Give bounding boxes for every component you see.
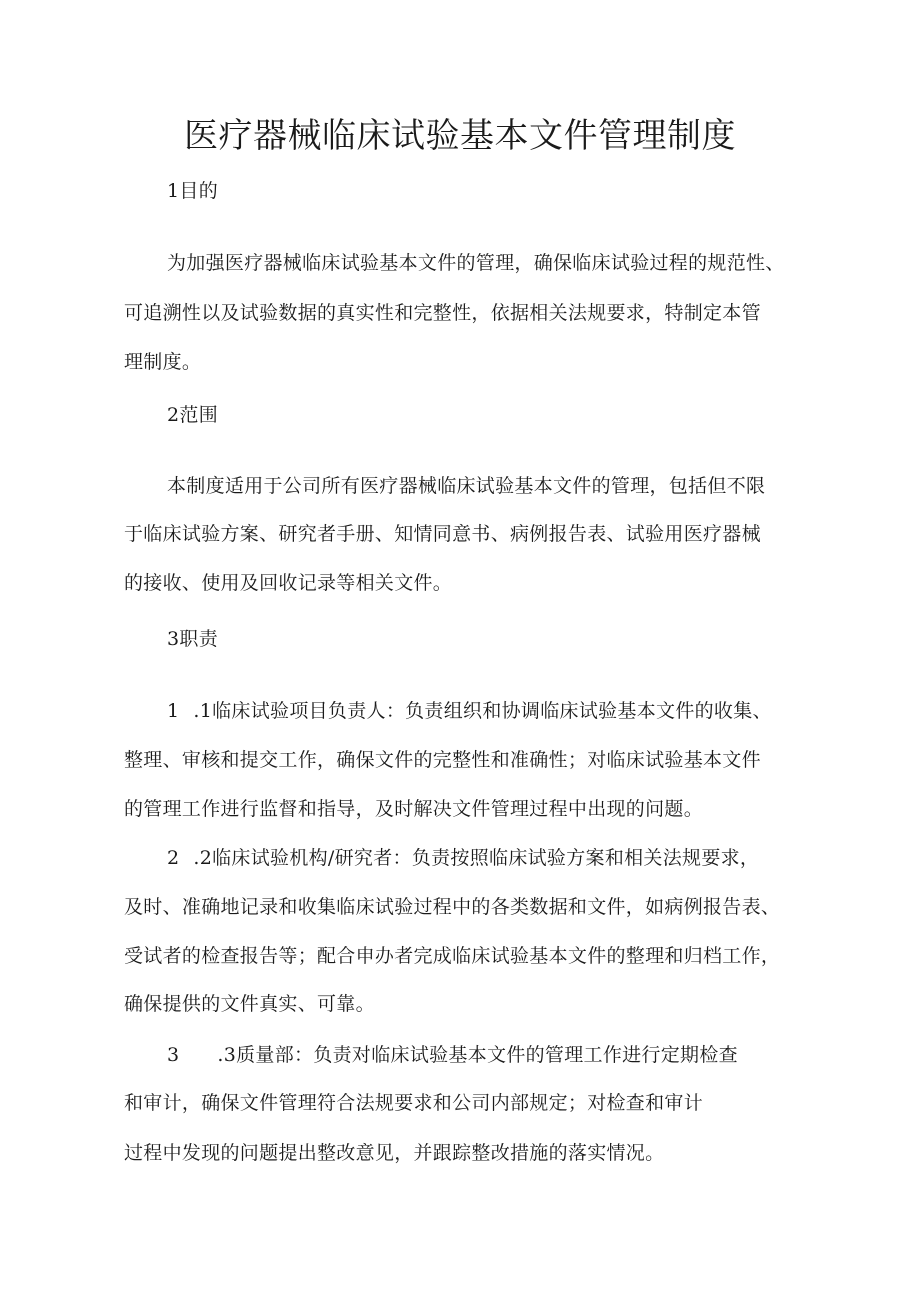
duty-item-3-label: .3质量部：负责对临床试验基本文件的管理工作进行定期检查: [217, 1044, 738, 1066]
section-heading-scope: 2范围: [167, 404, 218, 426]
duty-item-2-line-2: 及时、准确地记录和收集临床试验过程中的各类数据和文件，如病例报告表、: [124, 896, 781, 918]
duty-item-1-first-line: [167, 696, 772, 723]
purpose-line-3: 理制度。: [124, 351, 202, 373]
document-title: 医疗器械临床试验基本文件管理制度: [184, 116, 736, 156]
duty-item-2-first-line: [167, 843, 759, 870]
duty-item-1-label: .1临床试验项目负责人：负责组织和协调临床试验基本文件的收集、: [193, 700, 772, 722]
section-heading-duties: 3职责: [167, 628, 218, 650]
scope-line-2: 于临床试验方案、研究者手册、知情同意书、病例报告表、试验用医疗器械: [124, 523, 761, 545]
duty-item-2-line-3: 受试者的检查报告等；配合申办者完成临床试验基本文件的整理和归档工作，: [124, 945, 781, 967]
duty-item-1-line-2: 整理、审核和提交工作，确保文件的完整性和准确性；对临床试验基本文件: [124, 749, 761, 771]
scope-line-3: 的接收、使用及回收记录等相关文件。: [124, 572, 453, 594]
duty-item-1-number: 1: [167, 700, 180, 722]
purpose-line-1: 为加强医疗器械临床试验基本文件的管理，确保临床试验过程的规范性、: [167, 252, 785, 274]
duty-item-1-line-3: 的管理工作进行监督和指导，及时解决文件管理过程中出现的问题。: [124, 798, 704, 820]
purpose-line-2: 可追溯性以及试验数据的真实性和完整性，依据相关法规要求，特制定本管: [124, 302, 761, 324]
scope-line-1: 本制度适用于公司所有医疗器械临床试验基本文件的管理，包括但不限: [167, 475, 766, 497]
duty-item-3-line-2: 和审计，确保文件管理符合法规要求和公司内部规定；对检查和审计: [124, 1092, 704, 1114]
duty-item-3-line-3: 过程中发现的问题提出整改意见，并跟踪整改措施的落实情况。: [124, 1142, 665, 1164]
section-heading-purpose: 1目的: [167, 180, 218, 202]
duty-item-3-first-line: [167, 1040, 738, 1067]
duty-item-3-number: 3: [167, 1044, 180, 1066]
duty-item-2-line-4: 确保提供的文件真实、可靠。: [124, 993, 375, 1015]
duty-item-2-number: 2: [167, 847, 180, 869]
duty-item-2-label: .2临床试验机构/研究者：负责按照临床试验方案和相关法规要求，: [193, 847, 760, 869]
